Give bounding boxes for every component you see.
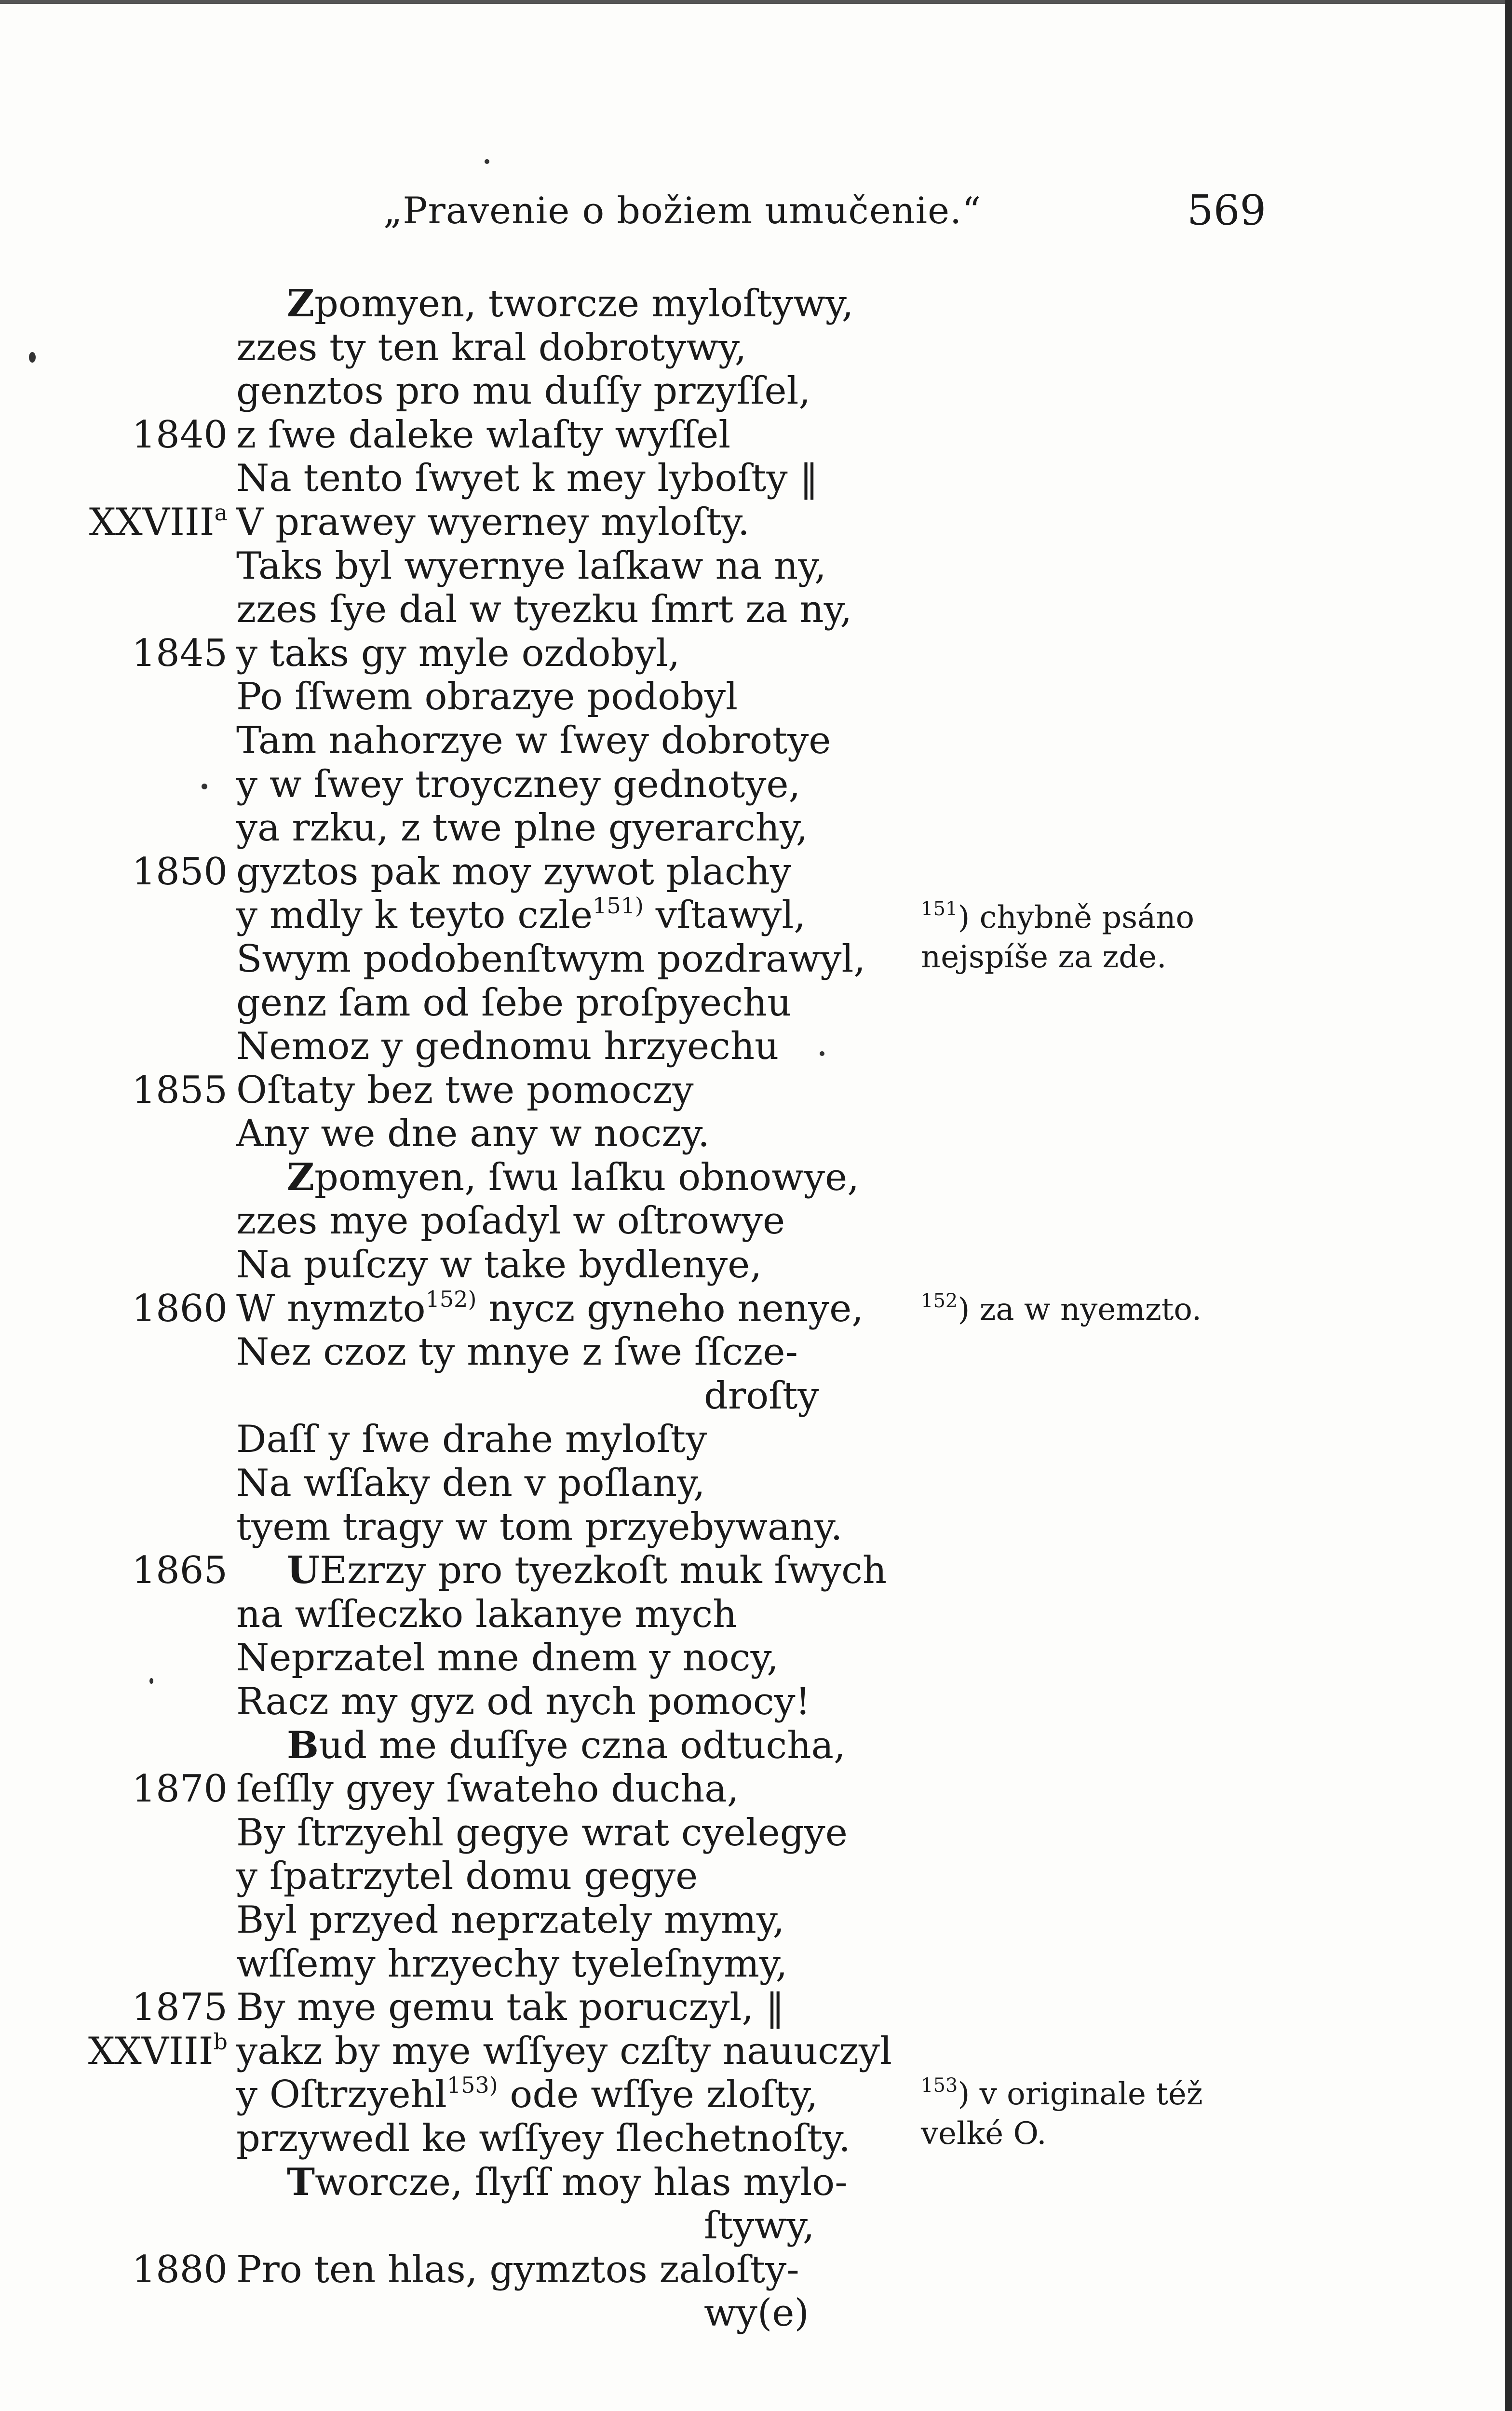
scan-speck (149, 1678, 153, 1684)
verse-text: Swym podobenſtwym pozdrawyl, (236, 937, 866, 981)
verse-line (0, 632, 964, 676)
verse-line (0, 1462, 964, 1505)
verse-line (0, 1156, 964, 1200)
verse-line (0, 326, 964, 370)
verse-line (0, 1374, 964, 1418)
verse-line (0, 850, 964, 894)
scan-speck (29, 352, 36, 363)
verse-text: By ſtrzyehl gegye wrat cyelegye (236, 1811, 848, 1855)
verse-line (0, 1199, 964, 1243)
line-number: 1855 (132, 1068, 228, 1112)
line-number: 1870 (132, 1767, 228, 1811)
scan-right-border (1505, 0, 1512, 2411)
stanza-initial: Z (287, 282, 314, 325)
verse-block (0, 282, 964, 2335)
footnote-mark: $^{151}$) (921, 898, 970, 935)
line-number: 1865 (132, 1549, 228, 1593)
verse-line (0, 719, 964, 763)
verse-line (0, 2291, 964, 2335)
scan-speck (485, 159, 489, 164)
verse-text: Any we dne any w noczy. (236, 1112, 710, 1156)
verse-text: wſſemy hrzyechy tyeleſnymy, (236, 1942, 788, 1986)
verse-line (0, 282, 964, 326)
verse-line (0, 1942, 964, 1986)
verse-line (0, 1898, 964, 1942)
footnote-151 (921, 898, 1297, 977)
verse-line (0, 1680, 964, 1724)
verse-text: y mdly k teyto czle$^{151)}$ vſtawyl, (236, 893, 806, 937)
footnote-ref: 153) (446, 2072, 498, 2099)
verse-line (0, 1025, 964, 1069)
footnote-mark: $^{152}$) (921, 1290, 970, 1327)
verse-text: y w ſwey troyczney gednotye, (236, 762, 801, 806)
verse-text: gyztos pak moy zywot plachy (236, 850, 791, 894)
verse-line (0, 675, 964, 719)
line-number: 1875 (132, 1986, 228, 2030)
verse-line (0, 1112, 964, 1156)
verse-text: Na wſſaky den v poſlany, (236, 1462, 705, 1505)
line-number: 1860 (132, 1287, 228, 1330)
line-number: 1840 (132, 413, 228, 457)
verse-line (0, 544, 964, 588)
verse-line (0, 1636, 964, 1680)
verse-text: Tam nahorzye w ſwey dobrotye (236, 718, 831, 762)
footnote-152 (921, 1290, 1297, 1329)
footnote-ref: 151) (593, 893, 644, 919)
verse-text: Nemoz y gednomu hrzyechu (236, 1025, 779, 1069)
footnote-text: v originale též velké O. (921, 2076, 1203, 2152)
verse-text: Byl przyed neprzately mymy, (236, 1898, 785, 1942)
verse-text: zzes ty ten kral dobrotywy, (236, 325, 747, 369)
stanza-initial: B (287, 1723, 319, 1767)
verse-text: Pro ten hlas, gymztos zaloſty- (236, 2248, 799, 2291)
verse-text: Neprzatel mne dnem y nocy, (236, 1636, 779, 1680)
verse-text: Taks byl wyernye laſkaw na ny, (236, 544, 826, 588)
verse-text: wy(e) (704, 2291, 809, 2335)
verse-line (0, 1505, 964, 1549)
verse-text: Tworcze, ſlyſſ moy hlas mylo- (287, 2160, 848, 2204)
verse-line (0, 1418, 964, 1462)
verse-text: y ſpatrzytel domu gegye (236, 1855, 698, 1898)
line-number: XXVIII$^b$ (88, 2028, 228, 2073)
verse-text: przywedl ke wſſyey ſlechetnoſty. (236, 2116, 851, 2160)
running-title: „Pravenie o božiem umučenie.“ (383, 189, 982, 232)
footnote-mark: $^{153}$) (921, 2074, 970, 2112)
verse-line (0, 588, 964, 632)
verse-text: UEzrzy pro tyezkoſt muk ſwych (287, 1548, 887, 1593)
page-number: 569 (1187, 187, 1267, 235)
verse-line (0, 2073, 964, 2117)
verse-line (0, 2030, 964, 2073)
footnote-153 (921, 2074, 1297, 2154)
verse-line (0, 1855, 964, 1898)
verse-text: y Oſtrzyehl$^{153)}$ ode wſſye zloſty, (236, 2072, 818, 2117)
verse-text: ſeſſly gyey ſwateho ducha, (236, 1767, 739, 1811)
stanza-initial: Z (287, 1155, 314, 1199)
verse-text: Racz my gyz od nych pomocy! (236, 1680, 810, 1723)
verse-line (0, 1287, 964, 1331)
folio-side: b (213, 2028, 228, 2055)
verse-text: V prawey wyerney myloſty. (236, 500, 750, 544)
footnote-text: za w nyemzto. (979, 1292, 1202, 1327)
scan-speck (202, 784, 207, 789)
stanza-initial: T (287, 2160, 315, 2204)
verse-line (0, 1330, 964, 1374)
line-number: 1845 (132, 631, 228, 675)
verse-line (0, 894, 964, 937)
footnote-ref: 152) (425, 1286, 477, 1312)
scan-speck (820, 1051, 824, 1056)
verse-line (0, 2161, 964, 2205)
verse-line (0, 2248, 964, 2292)
verse-text: ya rzku, z twe plne gyerarchy, (236, 806, 808, 850)
verse-text: tyem tragy w tom przyebywany. (236, 1505, 843, 1549)
verse-text: By mye gemu tak poruczyl, ‖ (236, 1986, 784, 2030)
verse-line (0, 763, 964, 807)
verse-line (0, 501, 964, 544)
verse-line (0, 1593, 964, 1637)
verse-line (0, 2204, 964, 2248)
verse-text: Nez czoz ty mnye z ſwe ſſcze- (236, 1330, 798, 1374)
verse-text: y taks gy myle ozdobyl, (236, 631, 680, 675)
verse-line (0, 1724, 964, 1768)
verse-text: ſtywy, (704, 2204, 815, 2248)
verse-text: Zpomyen, ſwu laſku obnowye, (287, 1155, 860, 1199)
verse-text: genz ſam od ſebe proſpyechu (236, 981, 792, 1025)
verse-line (0, 1549, 964, 1593)
verse-text: Na tento ſwyet k mey lyboſty ‖ (236, 457, 819, 501)
verse-line (0, 1811, 964, 1855)
verse-text: zzes ſye dal w tyezku ſmrt za ny, (236, 588, 852, 632)
line-number: 1880 (132, 2248, 228, 2291)
folio-side: a (214, 499, 228, 526)
verse-text: W nymzto$^{152)}$ nycz gyneho nenye, (236, 1286, 864, 1330)
verse-line (0, 369, 964, 413)
verse-text: Oſtaty bez twe pomoczy (236, 1068, 694, 1112)
verse-text: na wſſeczko lakanye mych (236, 1592, 737, 1636)
verse-text: genztos pro mu duſſy przyſſel, (236, 369, 811, 413)
verse-line (0, 981, 964, 1025)
verse-line (0, 1986, 964, 2030)
line-number: XXVIII$^a$ (89, 499, 228, 544)
verse-line (0, 1767, 964, 1811)
verse-text: zzes mye poſadyl w oſtrowye (236, 1199, 785, 1243)
running-head (0, 184, 1512, 237)
footnote-text: chybně psáno nejspíše za zde. (921, 900, 1195, 975)
verse-text: Bud me duſſye czna odtucha, (287, 1723, 846, 1767)
line-number: 1850 (132, 850, 228, 894)
verse-line (0, 1069, 964, 1112)
verse-line (0, 2117, 964, 2161)
verse-line (0, 457, 964, 501)
verse-text: yakz by mye wſſyey czſty nauuczyl (236, 2029, 892, 2073)
scan-top-border (0, 0, 1512, 4)
verse-text: droſty (704, 1374, 819, 1418)
verse-text: Daſſ y ſwe drahe myloſty (236, 1418, 707, 1462)
verse-line (0, 1243, 964, 1287)
stanza-initial: U (287, 1548, 320, 1593)
verse-line (0, 806, 964, 850)
verse-line (0, 937, 964, 981)
verse-line (0, 413, 964, 457)
verse-text: Zpomyen, tworcze myloſtywy, (287, 282, 854, 325)
verse-text: Na puſczy w take bydlenye, (236, 1243, 762, 1287)
verse-text: Po ſſwem obrazye podobyl (236, 675, 738, 719)
verse-text: z ſwe daleke wlaſty wyſſel (236, 413, 731, 457)
